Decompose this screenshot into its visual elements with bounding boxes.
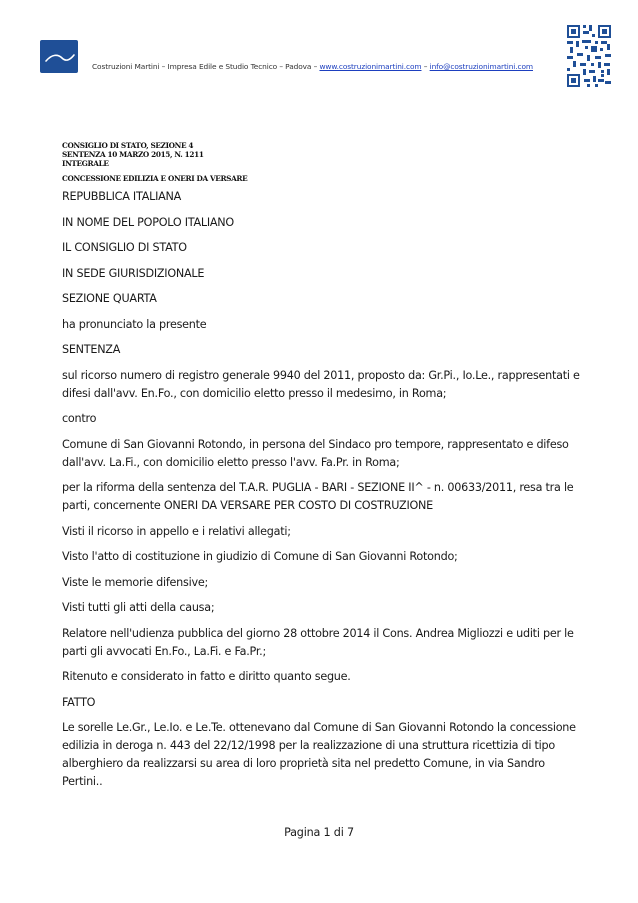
header-company-text: Costruzioni Martini – Impresa Edile e Studio Tecnico – Padova –: [92, 62, 320, 71]
paragraph: Visti tutti gli atti della causa;: [62, 601, 215, 614]
text-type: INTEGRALE: [62, 159, 109, 168]
paragraph: IL CONSIGLIO DI STATO: [62, 241, 187, 254]
paragraph: Visti il ricorso in appello e i relativi allegati;: [62, 524, 291, 538]
paragraph: IN NOME DEL POPOLO ITALIANO: [62, 215, 234, 229]
paragraph: per la riforma della sentenza del T.A.R. PUGLIA - BARI - SEZIONE II^ - n. 00633/2011, resa tra le parti, concernente ONERI DA VERSARE PER COSTO DI COSTRUZIONE: [62, 481, 574, 512]
paragraph: Viste le memorie difensive;: [62, 575, 208, 589]
paragraph: Comune di San Giovanni Rotondo, in persona del Sindaco pro tempore, rappresentato e difeso dall'avv. La.Fi., con domicilio eletto presso l'avv. Fa.Pr. in Roma;: [62, 437, 569, 469]
paragraph: contro: [62, 412, 97, 425]
paragraph: SEZIONE QUARTA: [62, 292, 157, 305]
paragraph: Ritenuto e considerato in fatto e diritto quanto segue.: [62, 670, 351, 683]
email-link[interactable]: info@costruzionimartini.com: [429, 62, 533, 71]
header-contact-line: [92, 62, 533, 71]
sentence-reference: SENTENZA 10 MARZO 2015, N. 1211: [62, 150, 204, 159]
paragraph: SENTENZA: [62, 343, 121, 356]
paragraph: IN SEDE GIURISDIZIONALE: [62, 266, 205, 280]
header-separator: –: [421, 62, 430, 71]
document-metadata: [62, 141, 247, 183]
paragraph: REPUBBLICA ITALIANA: [62, 190, 182, 203]
company-logo: [40, 40, 78, 73]
paragraph: FATTO: [62, 695, 96, 709]
sentence-body: [62, 188, 582, 799]
website-link[interactable]: www.costruzionimartini.com: [319, 62, 422, 71]
court-section: CONSIGLIO DI STATO, SEZIONE 4: [62, 141, 194, 150]
document-subject: CONCESSIONE EDILIZIA E ONERI DA VERSARE: [62, 174, 248, 183]
paragraph: ha pronunciato la presente: [62, 317, 207, 331]
paragraph: Relatore nell'udienza pubblica del giorno 28 ottobre 2014 il Cons. Andrea Migliozzi e uditi per le parti gli avvocati En.Fo., La.Fi. e Fa.Pr.;: [62, 626, 574, 658]
qr-code-icon: [565, 23, 613, 89]
paragraph: sul ricorso numero di registro generale 9940 del 2011, proposto da: Gr.Pi., Io.Le., rappresentati e difesi dall'avv. En.Fo., con domicilio eletto presso il medesimo, in Roma;: [62, 368, 580, 400]
page-number: Pagina 1 di 7: [284, 826, 354, 839]
paragraph: Le sorelle Le.Gr., Le.Io. e Le.Te. ottenevano dal Comune di San Giovanni Rotondo la concessione edilizia in deroga n. 443 del 22/12/1998 per la realizzazione di una struttura ricettizia di tipo alberghiero da realizzarsi su area di loro proprietà sita nel predetto Comune, in via Sandro Pertini..: [62, 721, 576, 788]
page-header: [0, 0, 638, 100]
wave-icon: [40, 40, 78, 73]
paragraph: Visto l'atto di costituzione in giudizio di Comune di San Giovanni Rotondo;: [62, 550, 458, 563]
